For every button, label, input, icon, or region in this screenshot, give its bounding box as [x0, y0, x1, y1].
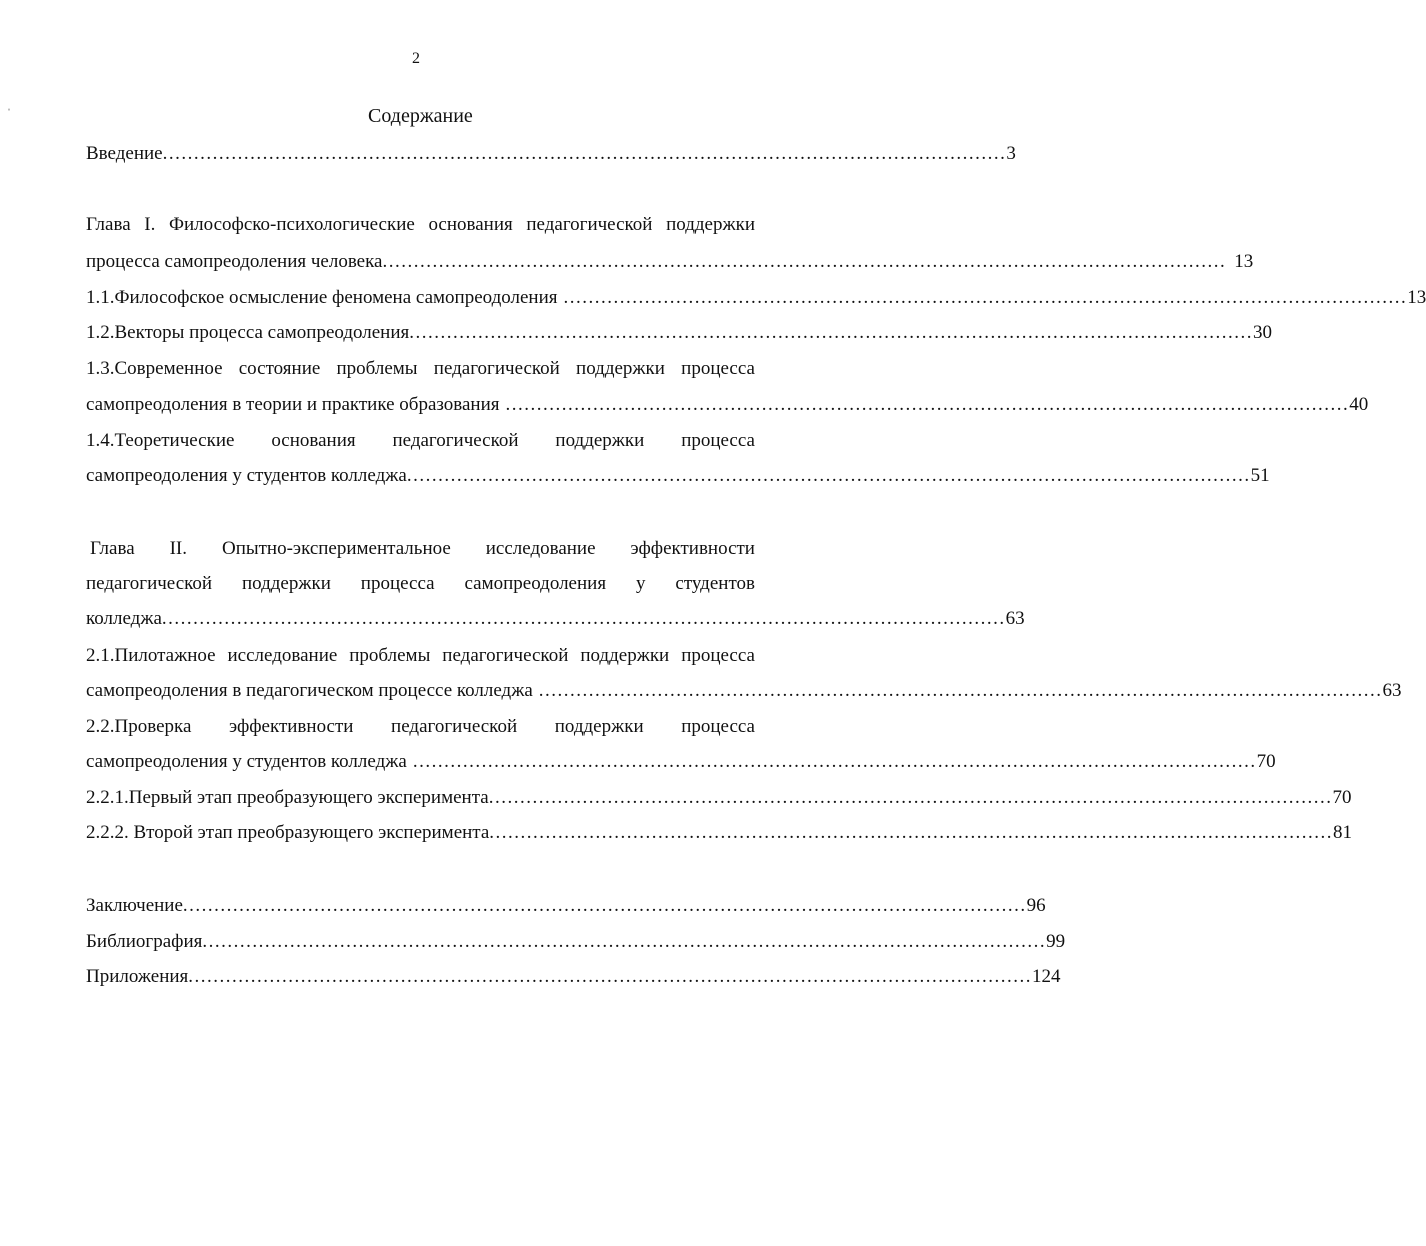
- toc-entry-page: 13: [1234, 251, 1254, 272]
- toc-entry-1-2: [86, 321, 1273, 345]
- toc-entry-page: 30: [1253, 322, 1273, 343]
- word: Философско-психологические: [168, 214, 415, 235]
- page-title: Содержание: [368, 105, 473, 127]
- toc-entry-text: Библиография: [86, 931, 203, 952]
- toc-entry-page: 63: [1005, 608, 1025, 629]
- word: поддержки: [666, 214, 755, 235]
- toc-entry-1-3-line2: [86, 393, 1369, 417]
- word: студентов: [675, 573, 755, 594]
- scan-mark: ˈ: [7, 106, 11, 120]
- toc-entry-page: 63: [1382, 680, 1402, 701]
- toc-entry-bibliography: [86, 930, 1066, 954]
- toc-entry-page: 99: [1046, 931, 1066, 952]
- toc-entry-text: самопреодоления у студентов колледжа: [86, 465, 407, 486]
- toc-entry-text: самопреодоления у студентов колледжа: [86, 751, 407, 772]
- word: процесса: [681, 358, 755, 379]
- word: поддержки: [580, 645, 670, 666]
- word: процесса: [681, 645, 755, 666]
- chapter1-heading-line2: [86, 250, 1254, 274]
- word: педагогической: [391, 716, 518, 737]
- toc-entry-text: Приложения: [86, 966, 189, 987]
- toc-entry-2-1-line2: [86, 679, 1402, 703]
- toc-entry-2-2-2: [86, 821, 1353, 845]
- chapter2-heading-line3: [86, 607, 1025, 631]
- word: проблемы: [336, 358, 418, 379]
- toc-leader: .......................................................................................................................................: [488, 787, 1333, 808]
- toc-entry-text: Заключение: [86, 895, 183, 916]
- word: педагогической: [86, 573, 213, 594]
- toc-leader: .......................................................................................................................................: [489, 822, 1334, 843]
- word: исследование: [227, 645, 338, 666]
- toc-entry-text: процесса самопреодоления человека: [86, 251, 383, 272]
- toc-leader: .......................................................................................................................................: [406, 465, 1251, 486]
- toc-entry-text: 2.2.1.Первый этап преобразующего эксперимента: [86, 787, 489, 808]
- word: II.: [169, 538, 187, 559]
- toc-entry-page: 13: [1407, 287, 1426, 308]
- word: педагогической: [442, 645, 569, 666]
- toc-leader: .......................................................................................................................................: [563, 287, 1408, 308]
- chapter2-heading-line1: [90, 537, 755, 561]
- toc-entry-text: 2.2.2. Второй этап преобразующего эксперимента: [86, 822, 490, 843]
- toc-entry-1-3-line1: [86, 357, 755, 381]
- toc-entry-page: 51: [1250, 465, 1270, 486]
- toc-leader: .......................................................................................................................................: [182, 895, 1027, 916]
- word: 1.4.Теоретические: [86, 430, 235, 451]
- chapter1-heading-line1: [86, 213, 755, 237]
- toc-leader: .......................................................................................................................................: [412, 751, 1257, 772]
- page-number: 2: [412, 50, 420, 67]
- word: педагогической: [392, 430, 519, 451]
- word: поддержки: [576, 358, 665, 379]
- toc-leader: .......................................................................................................................................: [162, 143, 1007, 164]
- toc-entry-page: 70: [1256, 751, 1276, 772]
- toc-entry-1-1: [86, 286, 1426, 310]
- toc-entry-page: 81: [1333, 822, 1353, 843]
- word: основания: [271, 430, 356, 451]
- word: самопреодоления: [464, 573, 607, 594]
- word: поддержки: [554, 716, 644, 737]
- toc-entry-text: колледжа: [86, 608, 162, 629]
- toc-entry-text: 1.1.Философское осмысление феномена самопреодоления: [86, 287, 558, 308]
- toc-leader: .......................................................................................................................................: [538, 680, 1383, 701]
- word: процесса: [360, 573, 435, 594]
- toc-entry-text: самопреодоления в педагогическом процессе колледжа: [86, 680, 533, 701]
- word: Глава: [90, 538, 135, 559]
- word: I.: [144, 214, 156, 235]
- word: проблемы: [349, 645, 431, 666]
- toc-entry-conclusion: [86, 894, 1046, 918]
- word: Опытно-экспериментальное: [221, 538, 451, 559]
- toc-leader: .......................................................................................................................................: [161, 608, 1006, 629]
- toc-leader: .......................................................................................................................................: [202, 931, 1047, 952]
- toc-entry-text: самопреодоления в теории и практике образования: [86, 394, 500, 415]
- word: 2.1.Пилотажное: [86, 645, 216, 666]
- toc-entry-page: 96: [1026, 895, 1046, 916]
- toc-entry-intro: [86, 142, 1016, 166]
- toc-entry-page: 3: [1006, 143, 1016, 164]
- chapter2-heading-line2: [86, 572, 755, 596]
- toc-leader: .......................................................................................................................................: [505, 394, 1350, 415]
- toc-entry-2-2-line2: [86, 750, 1276, 774]
- word: исследование: [485, 538, 596, 559]
- word: педагогической: [526, 214, 653, 235]
- word: процесса: [681, 430, 755, 451]
- word: 1.3.Современное: [86, 358, 223, 379]
- toc-entry-1-4-line2: [86, 464, 1270, 488]
- word: поддержки: [555, 430, 645, 451]
- toc-entry-text: 1.2.Векторы процесса самопреодоления: [86, 322, 410, 343]
- toc-entry-1-4-line1: [86, 429, 755, 453]
- word: поддержки: [241, 573, 331, 594]
- word: состояние: [238, 358, 321, 379]
- toc-entry-text: Введение: [86, 143, 163, 164]
- toc-entry-2-2-1: [86, 786, 1352, 810]
- toc-leader: .......................................................................................................................................: [382, 251, 1227, 272]
- word: основания: [428, 214, 513, 235]
- toc-entry-appendices: [86, 965, 1061, 989]
- toc-entry-page: 124: [1032, 966, 1061, 987]
- toc-entry-page: 70: [1332, 787, 1352, 808]
- word: Глава: [86, 214, 131, 235]
- toc-entry-page: 40: [1349, 394, 1369, 415]
- toc-leader: .......................................................................................................................................: [409, 322, 1254, 343]
- toc-entry-2-2-line1: [86, 715, 755, 739]
- toc-entry-2-1-line1: [86, 644, 755, 668]
- word: эффективности: [228, 716, 354, 737]
- word: процесса: [681, 716, 755, 737]
- word: педагогической: [433, 358, 560, 379]
- word: эффективности: [630, 538, 755, 559]
- word: 2.2.Проверка: [86, 716, 192, 737]
- word: у: [635, 573, 646, 594]
- toc-leader: .......................................................................................................................................: [188, 966, 1033, 987]
